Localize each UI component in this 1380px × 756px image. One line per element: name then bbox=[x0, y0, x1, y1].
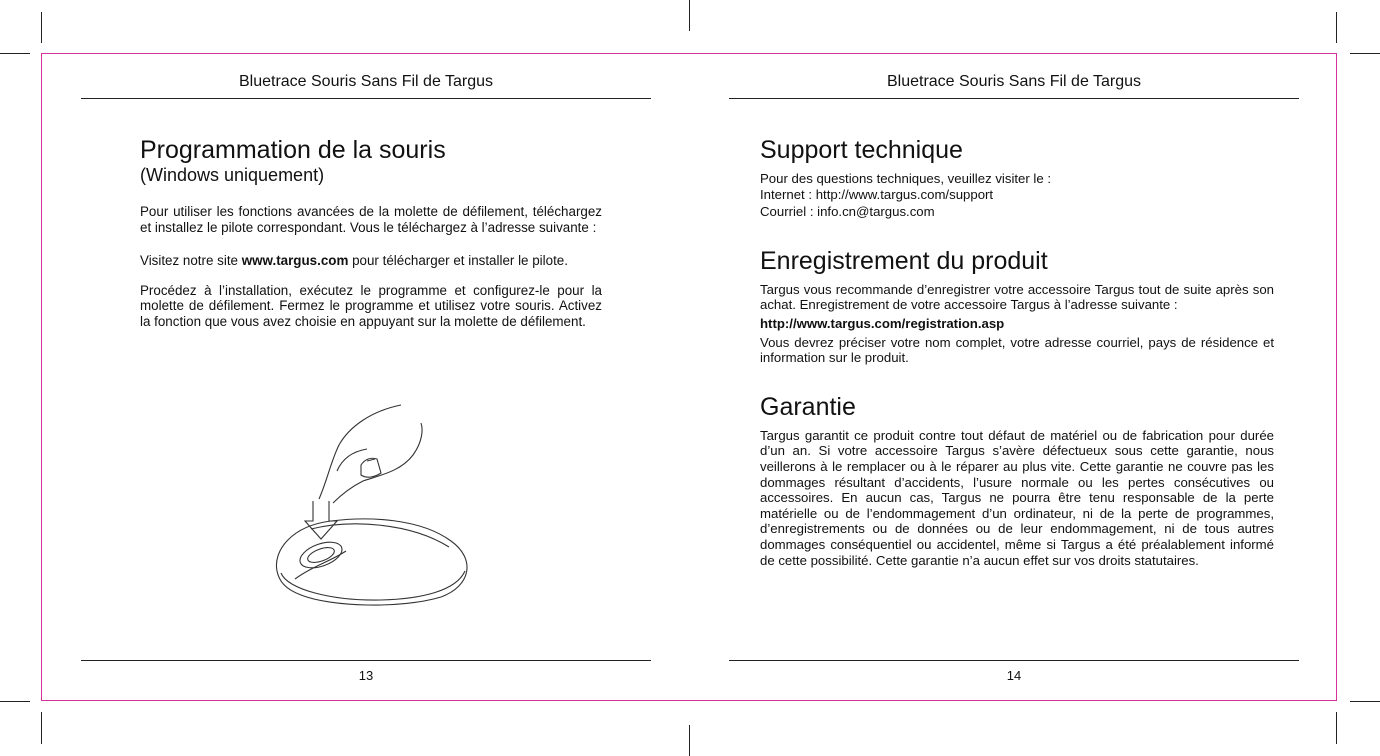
warranty-title: Garantie bbox=[760, 392, 856, 421]
header-rule bbox=[729, 98, 1299, 99]
registration-details: Vous devrez préciser votre nom complet, votre adresse courriel, pays de résidence et information sur le produit. bbox=[760, 334, 1274, 366]
visit-paragraph bbox=[140, 253, 602, 269]
footer-rule bbox=[729, 660, 1299, 661]
crop-mark bbox=[1336, 12, 1337, 43]
running-header: Bluetrace Souris Sans Fil de Targus bbox=[886, 73, 1142, 90]
registration-paragraph: Targus vous recommande d’enregistrer votre accessoire Targus tout de suite après son achat. Enregistrement de votre accessoire Targus à l’adresse suivante : bbox=[760, 281, 1274, 313]
support-email: Courriel : info.cn@targus.com bbox=[760, 204, 935, 220]
crop-mark bbox=[41, 12, 42, 43]
warranty-paragraph: Targus garantit ce produit contre tout défaut de matériel ou de fabrication pour durée d’un an. Si votre accessoire Targus s’avère défectueux sous cette garantie, nous veillerons à le remplacer ou à le réparer au plus vite. Cette garantie ne couvre pas les dommages résultant d’accidents, l’usure normale ou les pertes consécutives ou accessoires. En aucun cas, Targus ne pourra être tenu responsable de la perte matérielle ou de l’endommagement d’un ordinateur, ni de la perte de programmes, d’enregistrements ou de données ou de leur endommagement, ni de tous autres dommages conséquentiel ou accidentel, même si Targus a été préalablement informé de cette possibilité. Cette garantie n’a aucun effet sur vos droits statutaires. bbox=[760, 427, 1274, 568]
section-title: Programmation de la souris bbox=[140, 136, 446, 164]
targus-link[interactable]: www.targus.com bbox=[241, 253, 349, 268]
registration-title: Enregistrement du produit bbox=[760, 246, 1048, 275]
crop-mark bbox=[0, 701, 30, 702]
content-column bbox=[760, 136, 1274, 568]
crop-mark bbox=[1336, 712, 1337, 744]
registration-link[interactable] bbox=[760, 316, 1274, 332]
programming-section bbox=[140, 136, 602, 329]
section-subtitle: (Windows uniquement) bbox=[140, 165, 325, 185]
page-14 bbox=[729, 53, 1299, 701]
page-number: 13 bbox=[358, 668, 374, 683]
visit-text: Visitez notre site bbox=[140, 253, 242, 268]
page-13 bbox=[81, 53, 651, 701]
crop-mark bbox=[689, 725, 690, 756]
crop-mark bbox=[689, 0, 690, 31]
procedure-paragraph: Procédez à l’installation, exécutez le programme et configurez-le pour la molette de défilement. Fermez le programme et utilisez votre souris. Activez la fonction que vous avez choisie en appuyant sur la molette de défilement. bbox=[140, 282, 602, 329]
crop-mark bbox=[1350, 53, 1380, 54]
crop-mark bbox=[0, 53, 30, 54]
crop-mark bbox=[41, 712, 42, 744]
header-rule bbox=[81, 98, 651, 99]
footer-rule bbox=[81, 660, 651, 661]
page-number: 14 bbox=[1006, 668, 1022, 683]
install-paragraph: Pour utiliser les fonctions avancées de la molette de défilement, téléchargez et installez le pilote correspondant. Vous le téléchargez à l’adresse suivante : bbox=[140, 204, 602, 235]
support-line: Pour des questions techniques, veuillez visiter le : bbox=[760, 171, 1052, 186]
support-title: Support technique bbox=[760, 136, 963, 164]
visit-text-end: pour télécharger et installer le pilote. bbox=[348, 253, 568, 268]
running-header: Bluetrace Souris Sans Fil de Targus bbox=[238, 73, 494, 90]
crop-mark bbox=[1350, 701, 1380, 702]
support-internet: Internet : http://www.targus.com/support bbox=[760, 186, 994, 202]
mouse-illustration bbox=[271, 401, 481, 611]
registration-url[interactable]: http://www.targus.com/registration.asp bbox=[760, 315, 1005, 331]
